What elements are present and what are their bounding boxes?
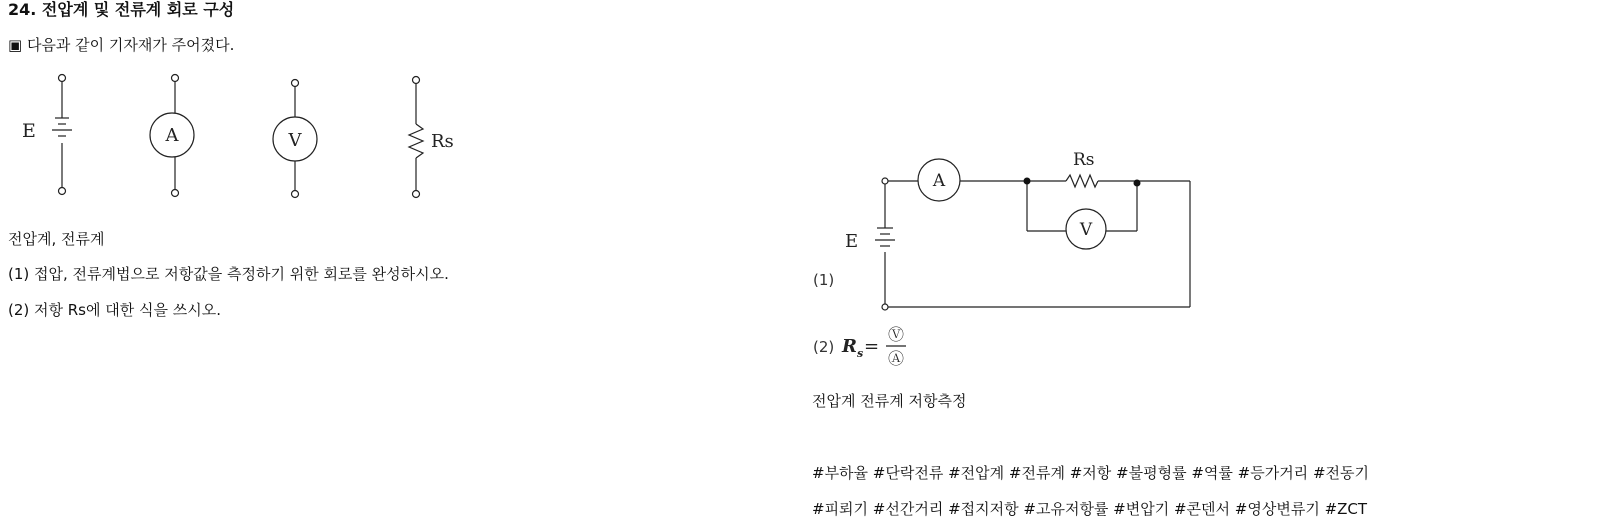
circuit-ammeter-label: A <box>932 171 946 191</box>
question-1: (1) 접압, 전류계법으로 저항값을 측정하기 위한 회로를 완성하시오. <box>8 265 449 283</box>
problem-intro: ▣ 다음과 같이 기자재가 주어졌다. <box>8 36 235 54</box>
caption: 전압계, 전류계 <box>8 230 105 248</box>
circuit-source-label: E <box>845 231 859 252</box>
battery-label: E <box>22 120 36 142</box>
tags-line-1: #부하율 #단락전류 #전압계 #전류계 #저항 #불평형률 #역률 #등가거리 #전동기 <box>812 464 1369 482</box>
junction-node-right <box>1134 180 1141 187</box>
problem-title: 24. 전압계 및 전류계 회로 구성 <box>8 0 235 19</box>
circuit-resistor-label: Rs <box>1073 150 1095 170</box>
formula-numerator: Ⓥ <box>887 325 905 344</box>
answer-2-label: (2) <box>813 338 835 356</box>
voltmeter-label: V <box>288 130 302 151</box>
components-figure <box>0 60 480 210</box>
formula-equals: = <box>864 336 880 357</box>
question-2: (2) 저항 Rs에 대한 식을 쓰시오. <box>8 301 221 319</box>
formula-lhs-subscript: s <box>856 347 864 360</box>
tags-line-2: #피뢰기 #선간거리 #접지저항 #고유저항률 #변압기 #콘덴서 #영상변류기 #ZCT <box>812 500 1368 518</box>
circuit-voltmeter-label: V <box>1079 220 1093 240</box>
ammeter-label: A <box>165 125 179 146</box>
resistor-symbol <box>409 77 423 198</box>
resistor-label: Rs <box>431 131 454 152</box>
answer-circuit <box>800 140 1220 380</box>
formula-denominator: Ⓐ <box>887 349 905 368</box>
topic-line: 전압계 전류계 저항측정 <box>812 392 967 410</box>
circuit-wires <box>875 159 1190 310</box>
formula-lhs: $R_s$ <box>842 336 864 360</box>
junction-node-left <box>1024 178 1031 185</box>
answer-1-label: (1) <box>813 271 835 289</box>
battery-symbol <box>52 75 72 195</box>
